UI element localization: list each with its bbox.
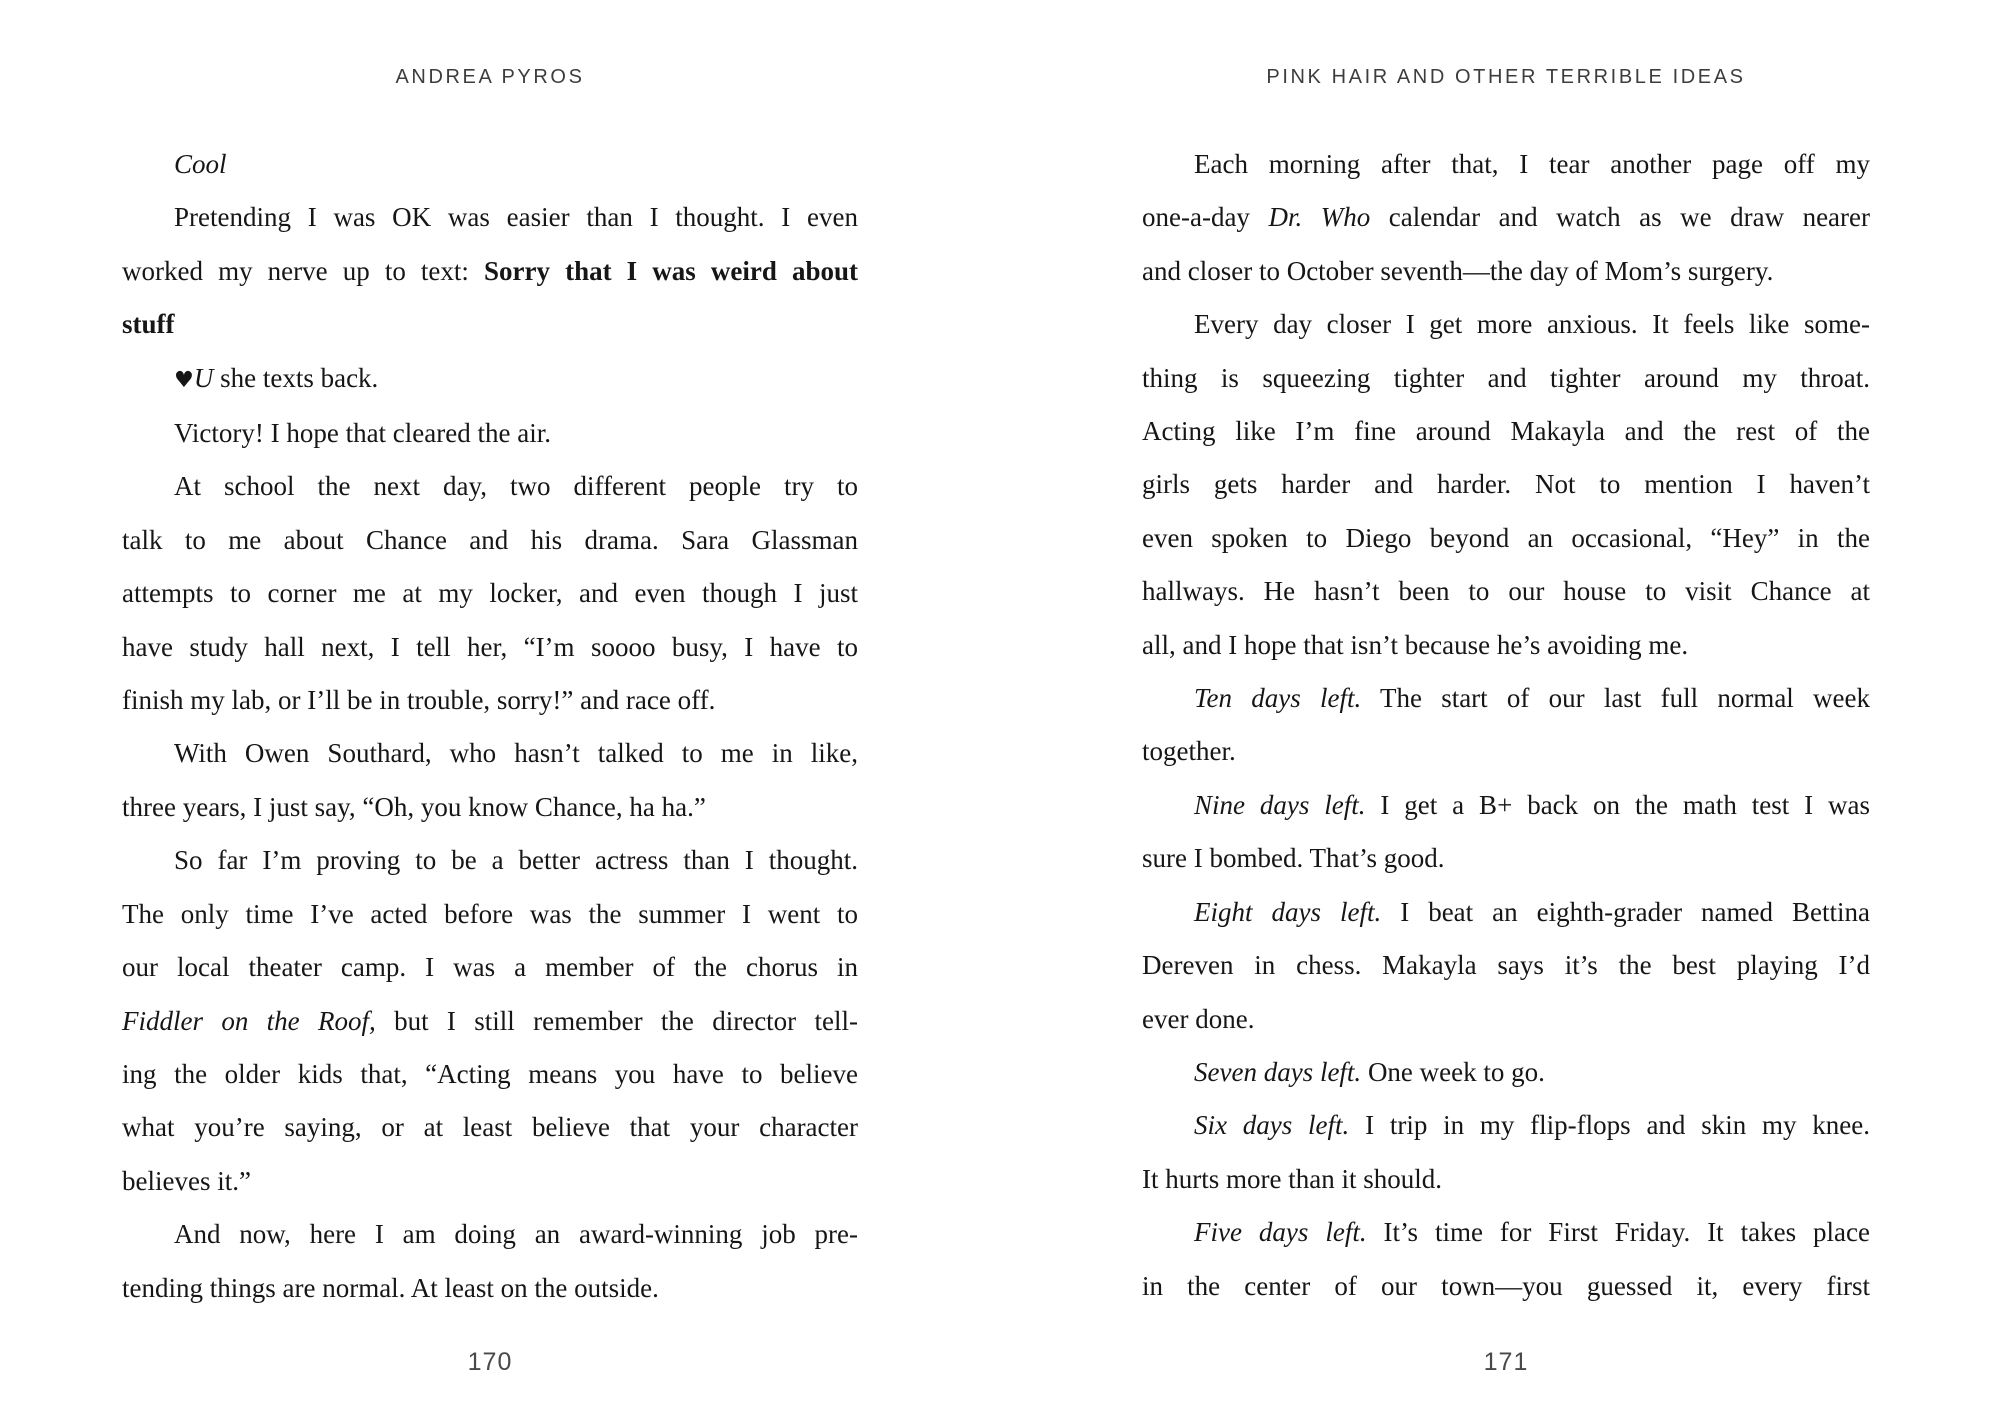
page-number: 170 [467,1348,513,1376]
text-line [122,621,858,674]
text-line [122,460,858,513]
text-line [122,138,858,191]
text-segment: talk to me about Chance and his drama. Sara Glassman [122,524,858,555]
text-line [122,1155,858,1208]
text-segment: our local theater camp. I was a member of the chorus in [122,952,858,983]
text-segment: finish my lab, or I’ll be in trouble, sorry!” and race off. [122,685,716,716]
text-segment: but I still remember the director tell- [375,1005,858,1036]
text-line [1142,138,1870,191]
text-line [122,834,858,887]
text-segment: three years, I just say, “Oh, you know Chance, ha ha.” [122,791,706,822]
text-segment: Every day closer I get more anxious. It feels like some- [1194,309,1870,340]
text-segment: believes it.” [122,1165,251,1196]
text-segment: even spoken to Diego beyond an occasional, “Hey” in the [1142,522,1870,553]
text-line [1142,352,1870,405]
text-segment: what you’re saying, or at least believe that your character [122,1112,858,1143]
text-line [122,567,858,620]
text-line [122,995,858,1048]
text-segment: girls gets harder and harder. Not to mention I haven’t [1142,469,1870,500]
text-line [1142,245,1870,298]
text-segment: ing the older kids that, “Acting means you have to believe [122,1058,858,1089]
text-segment: The only time I’ve acted before was the summer I went to [122,898,858,929]
text-segment: calendar and watch as we draw nearer [1370,202,1871,233]
text-segment: At school the next day, two different people try to [174,471,858,502]
text-segment: tending things are normal. At least on the outside. [122,1272,659,1303]
text-line [122,407,858,460]
text-segment: So far I’m proving to be a better actress than I thought. [174,845,858,876]
text-segment: It’s time for First Friday. It takes place [1366,1217,1870,1248]
text-line [1142,298,1870,351]
running-head-author: ANDREA PYROS [395,66,585,88]
text-segment: Fiddler on the Roof, [122,1005,376,1036]
text-segment: Five days left. [1194,1217,1367,1248]
text-segment: one-a-day [1142,202,1269,233]
text-segment: Dr. Who [1268,202,1371,233]
text-segment: With Owen Southard, who hasn’t talked to me in like, [174,738,858,769]
text-segment: Sorry that I was weird about [484,255,858,286]
right-page [1142,0,1870,1428]
text-segment: U [193,362,214,393]
text-line [122,941,858,994]
text-line [122,1262,858,1315]
text-segment: Ten days left. [1194,683,1362,714]
text-line [122,727,858,780]
text-line [1142,512,1870,565]
text-segment: all, and I hope that isn’t because he’s avoiding me. [1142,629,1689,660]
text-segment: stuff [122,309,175,340]
text-segment: hallways. He hasn’t been to our house to visit Chance at [1142,576,1870,607]
text-segment: Nine days left. [1194,789,1366,820]
text-segment: Victory! I hope that cleared the air. [174,418,551,449]
text-segment: she texts back. [213,362,379,393]
text-line [122,298,858,351]
text-segment: and closer to October seventh—the day of Mom’s surgery. [1142,255,1774,286]
text-line [1142,1206,1870,1259]
text-segment: Dereven in chess. Makayla says it’s the best playing I’d [1142,950,1870,981]
text-segment: Eight days left. [1194,896,1382,927]
text-line [122,191,858,244]
text-line [1142,458,1870,511]
text-line [1142,993,1870,1046]
text-segment: I trip in my flip-flops and skin my knee. [1349,1110,1870,1141]
text-line [1142,1153,1870,1206]
text-segment: I get a B+ back on the math test I was [1365,789,1870,820]
text-line [1142,565,1870,618]
text-line [122,245,858,298]
text-line [1142,779,1870,832]
text-line [1142,886,1870,939]
text-segment: Each morning after that, I tear another page off my [1194,149,1870,179]
text-line [122,514,858,567]
text-line [1142,1099,1870,1152]
text-segment: Seven days left. [1194,1056,1362,1087]
body-text [1142,138,1870,1313]
left-page [122,0,858,1428]
text-segment: Cool [174,149,227,179]
text-line [1142,672,1870,725]
running-head-title: PINK HAIR AND OTHER TERRIBLE IDEAS [1266,66,1746,88]
text-segment: The start of our last full normal week [1361,683,1870,714]
text-line [1142,191,1870,244]
text-line [1142,939,1870,992]
text-segment: Pretending I was OK was easier than I thought. I even [174,202,858,233]
text-line [122,1048,858,1101]
text-line [1142,1046,1870,1099]
text-line [1142,832,1870,885]
text-line [122,888,858,941]
text-line [1142,725,1870,778]
body-text [122,138,858,1315]
text-segment: I beat an eighth-grader named Bettina [1381,896,1870,927]
text-line [122,781,858,834]
text-segment: thing is squeezing tighter and tighter around my throat. [1142,362,1870,393]
text-segment: And now, here I am doing an award-winning job pre- [174,1219,858,1250]
heart-icon: ♥ [174,366,194,393]
text-line [1142,405,1870,458]
text-line [122,1101,858,1154]
text-segment: It hurts more than it should. [1142,1163,1442,1194]
page-number: 171 [1483,1348,1529,1376]
text-line [122,1208,858,1261]
text-line [1142,619,1870,672]
text-segment: together. [1142,736,1236,767]
text-segment: have study hall next, I tell her, “I’m soooo busy, I have to [122,631,858,662]
text-line [122,674,858,727]
text-segment: attempts to corner me at my locker, and even though I just [122,578,858,609]
text-segment: ever done. [1142,1003,1255,1034]
text-segment: One week to go. [1361,1056,1545,1087]
text-segment: in the center of our town—you guessed it, every first [1142,1270,1870,1301]
text-line [1142,1260,1870,1313]
text-segment: Six days left. [1194,1110,1350,1141]
text-segment: worked my nerve up to text: [122,255,484,286]
text-line [122,352,858,407]
text-segment: sure I bombed. That’s good. [1142,843,1445,874]
text-segment: Acting like I’m fine around Makayla and the rest of the [1142,416,1870,447]
